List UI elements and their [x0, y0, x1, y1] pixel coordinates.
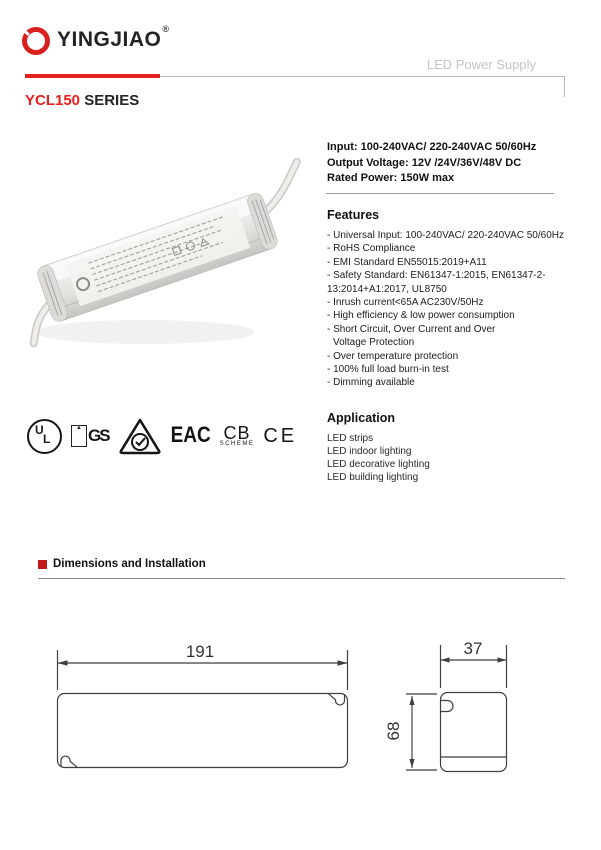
eac-mark-icon: EAC — [170, 423, 211, 448]
arrowhead — [441, 657, 450, 662]
arrowhead — [338, 660, 348, 666]
feature-item: - 100% full load burn-in test — [327, 364, 449, 376]
page-tagline: LED Power Supply — [426, 57, 536, 72]
ul-letter-l: L — [43, 431, 51, 446]
feature-item: - Over temperature protection — [327, 350, 459, 362]
feature-item: - Inrush current<65A AC230V/50Hz — [327, 297, 484, 309]
application-heading: Application — [327, 411, 396, 425]
rcm-mark-icon — [118, 417, 162, 455]
brand-ring-icon — [22, 27, 50, 55]
registered-mark: ® — [162, 24, 169, 34]
height-dimension-label: 68 — [384, 721, 403, 741]
ul-letter-u: U — [35, 422, 44, 437]
series-suffix: SERIES — [80, 92, 140, 109]
tuv-triangle-icon: ▲ — [71, 425, 87, 447]
red-square-bullet-icon — [38, 560, 47, 569]
header-gray-rule — [160, 76, 565, 77]
tuv-gs-mark-icon — [71, 425, 109, 447]
side-view-outline — [58, 694, 348, 768]
feature-item-continuation: 13:2014+A1:2017, UL8750 — [327, 283, 447, 295]
cb-scheme-mark-icon — [220, 425, 255, 447]
spec-input: Input: 100-240VAC/ 220-240VAC 50/60Hz — [327, 141, 537, 153]
gs-letters: GS — [88, 426, 109, 445]
width-dimension-label: 37 — [463, 639, 483, 658]
dimensions-heading: Dimensions and Installation — [53, 558, 206, 570]
spec-rated-power: Rated Power: 150W max — [327, 172, 455, 184]
dimension-drawings — [0, 600, 601, 850]
spec-output-voltage: Output Voltage: 12V /24V/36V/48V DC — [327, 156, 522, 169]
features-section — [327, 208, 572, 390]
brand-name: YINGJIAO — [57, 28, 162, 51]
feature-item-continuation: Voltage Protection — [333, 337, 415, 349]
arrowhead — [498, 657, 507, 662]
page-title — [25, 92, 139, 109]
features-heading: Features — [327, 208, 380, 222]
brand-logo — [22, 25, 169, 55]
feature-item: - EMI Standard EN55015:2019+A11 — [327, 256, 487, 268]
electrical-specs — [327, 140, 567, 187]
ce-mark-icon: CE — [263, 424, 298, 447]
arrowhead — [58, 660, 68, 666]
feature-item: - Short Circuit, Over Current and Over — [327, 323, 496, 335]
feature-item: - Safety Standard: EN61347-1:2015, EN61347-2- — [327, 270, 546, 282]
application-item: LED strips — [327, 433, 374, 444]
application-item: LED indoor lighting — [327, 446, 412, 457]
feature-item: - RoHS Compliance — [327, 243, 416, 255]
dimensions-section-header — [38, 558, 206, 570]
ul-mark-icon — [27, 419, 62, 454]
header-rule-tick — [564, 76, 565, 97]
rcm-check-icon — [136, 438, 145, 445]
application-item: LED decorative lighting — [327, 459, 430, 470]
feature-item: - High efficiency & low power consumption — [327, 310, 515, 322]
product-photo — [25, 150, 305, 365]
end-view-outline — [441, 693, 507, 772]
length-dimension-label: 191 — [185, 642, 215, 661]
feature-item: - Universal Input: 100-240VAC/ 220-240VAC 50/60Hz — [327, 230, 564, 241]
application-section — [327, 411, 572, 484]
arrowhead — [409, 696, 414, 705]
cb-scheme-label: SCHEME — [219, 441, 255, 447]
series-name: YCL150 — [25, 92, 81, 109]
feature-item: - Dimming available — [327, 377, 415, 389]
cb-letters: CB — [223, 423, 251, 443]
specs-divider — [326, 193, 554, 194]
certification-logos — [27, 413, 298, 459]
arrowhead — [409, 759, 414, 768]
dimensions-rule — [38, 578, 565, 579]
application-item: LED building lighting — [327, 472, 419, 483]
header-red-bar — [25, 74, 160, 78]
